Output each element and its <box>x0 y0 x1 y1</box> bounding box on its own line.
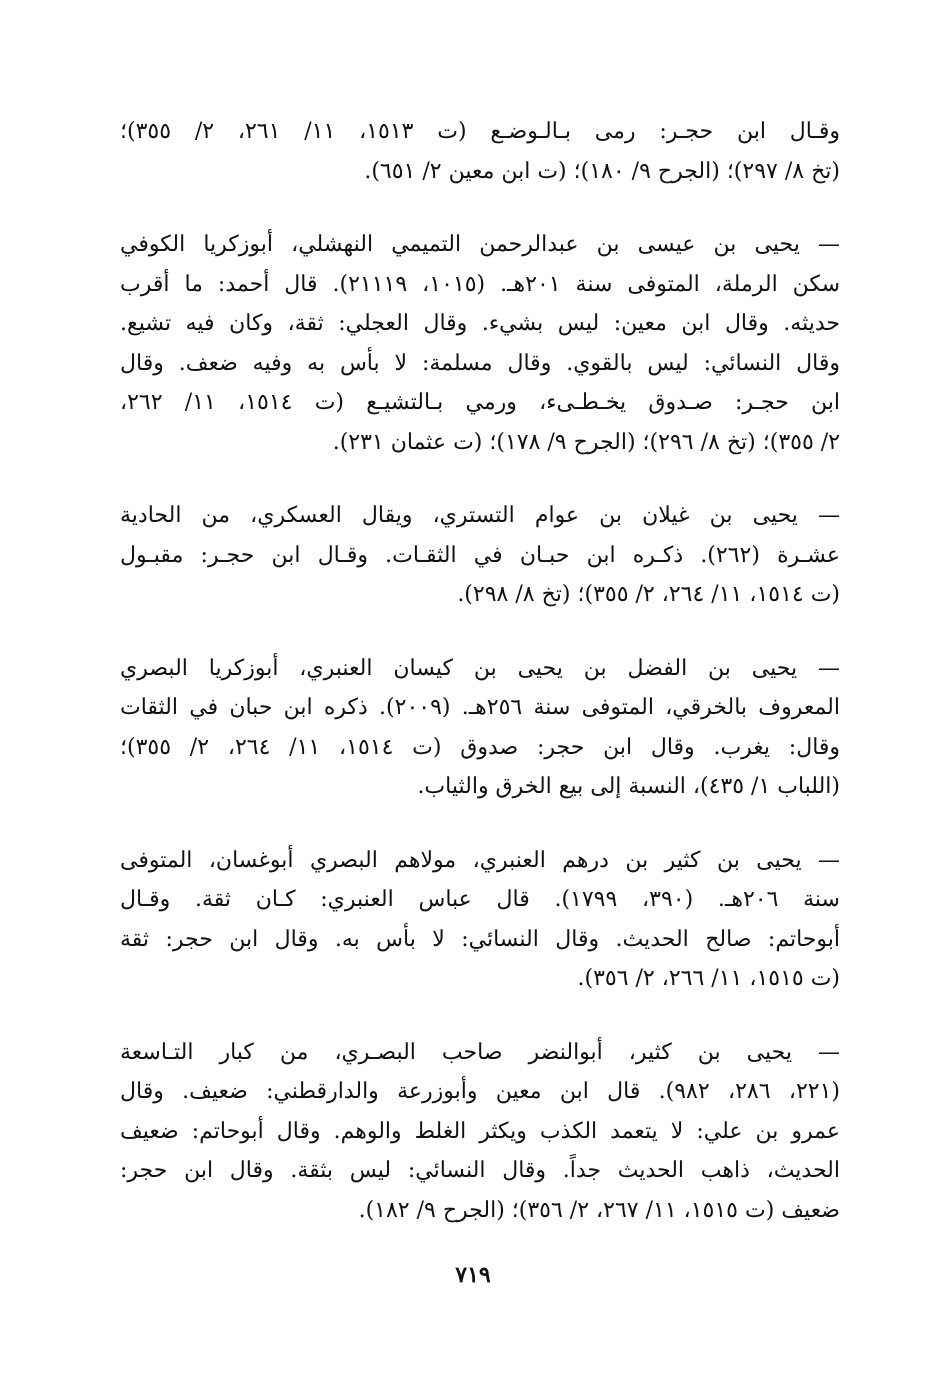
text-line: — يحيى بن عيسى بن عبدالرحمن التميمي النهشلي، أبوزكريا الكوفي <box>120 232 840 257</box>
text-line: — يحيى بن كثير بن درهم العنبري، مولاهم البصري أبوغسان، المتوفى <box>120 847 840 873</box>
page-number: ٧١٩ <box>455 1262 491 1288</box>
page-body <box>120 112 840 1264</box>
entry-yahya-ibn-kathir-ibn-dirham <box>120 841 840 999</box>
text-line: — يحيى بن كثير، أبوالنضر صاحب البصـري، من كبار التـاسعة <box>120 1039 840 1065</box>
text-line: الحديث، ذاهب الحديث جداً. وقال النسائي: ليس بثقة. وقال ابن حجر: <box>120 1158 840 1183</box>
entry-yahya-ibn-isa <box>120 225 840 462</box>
text-line: ضعيف (ت ١٥١٥، ١١/ ٢٦٧، ٢/ ٣٥٦)؛ (الجرح ٩/ ١٨٢). <box>358 1197 840 1223</box>
text-line: أبوحاتم: صالح الحديث. وقال النسائي: لا بأس به. وقال ابن حجر: ثقة <box>120 926 840 952</box>
text-line: — يحيى بن الفضل بن يحيى بن كيسان العنبري، أبوزكريا البصري <box>120 655 840 681</box>
text-line: وقـال ابن حجـر: رمى بـالـوضـع (ت ١٥١٣، ١١/ ٢٦١، ٢/ ٣٥٥)؛ <box>120 119 840 144</box>
text-line: عشـرة (٢٦٢). ذكـره ابن حبـان في الثقـات. وقـال ابن حجـر: مقبـول <box>120 542 840 568</box>
text-line: (٢٢١، ٢٨٦، ٩٨٢). قال ابن معين وأبوزرعة والدارقطني: ضعيف. وقال <box>120 1079 840 1104</box>
text-line: ٢/ ٣٥٥)؛ (تخ ٨/ ٢٩٦)؛ (الجرح ٩/ ١٧٨)؛ (ت عثمان ٢٣١). <box>332 429 840 455</box>
text-line: سنة ٢٠٦هـ. (٣٩٠، ١٧٩٩). قال عباس العنبري: كـان ثقة. وقـال <box>120 887 840 912</box>
entry-yahya-ibn-al-fadl <box>120 649 840 807</box>
text-line: (اللباب ١/ ٤٣٥)، النسبة إلى بيع الخرق والثياب. <box>417 774 840 799</box>
text-line: عمرو بن علي: لا يتعمد الكذب ويكثر الغلط والوهم. وقال أبوحاتم: ضعيف <box>120 1118 840 1144</box>
entry-continuation <box>120 112 840 191</box>
text-line: (ت ١٥١٤، ١١/ ٢٦٤، ٢/ ٣٥٥)؛ (تخ ٨/ ٢٩٨). <box>457 582 840 607</box>
text-line: سكن الرملة، المتوفى سنة ٢٠١هـ. (١٠١٥، ٢١١١٩). قال أحمد: ما أقرب <box>120 271 840 297</box>
text-line: ابن حجـر: صـدوق يخـطـىء، ورمي بـالتشيـع (ت ١٥١٤، ١١/ ٢٦٢، <box>120 390 840 415</box>
text-line: (تخ ٨/ ٢٩٧)؛ (الجرح ٩/ ١٨٠)؛ (ت ابن معين ٢/ ٦٥١). <box>364 158 840 184</box>
text-line: — يحيى بن غيلان بن عوام التستري، ويقال العسكري، من الحادية <box>120 503 840 528</box>
text-line: حديثه. وقال ابن معين: ليس بشيء. وقال العجلي: ثقة، وكان فيه تشيع. <box>120 311 840 336</box>
text-line: (ت ١٥١٥، ١١/ ٢٦٦، ٢/ ٣٥٦). <box>577 966 840 991</box>
text-line: وقال: يغرب. وقال ابن حجر: صدوق (ت ١٥١٤، ١١/ ٢٦٤، ٢/ ٣٥٥)؛ <box>120 734 840 760</box>
entry-yahya-ibn-ghaylan <box>120 496 840 615</box>
entry-yahya-ibn-kathir-abu-al-nadr <box>120 1033 840 1231</box>
text-line: المعروف بالخرقي، المتوفى سنة ٢٥٦هـ. (٢٠٠٩). ذكره ابن حبان في الثقات <box>120 695 840 720</box>
text-line: وقال النسائي: ليس بالقوي. وقال مسلمة: لا بأس به وفيه ضعف. وقال <box>120 350 840 376</box>
